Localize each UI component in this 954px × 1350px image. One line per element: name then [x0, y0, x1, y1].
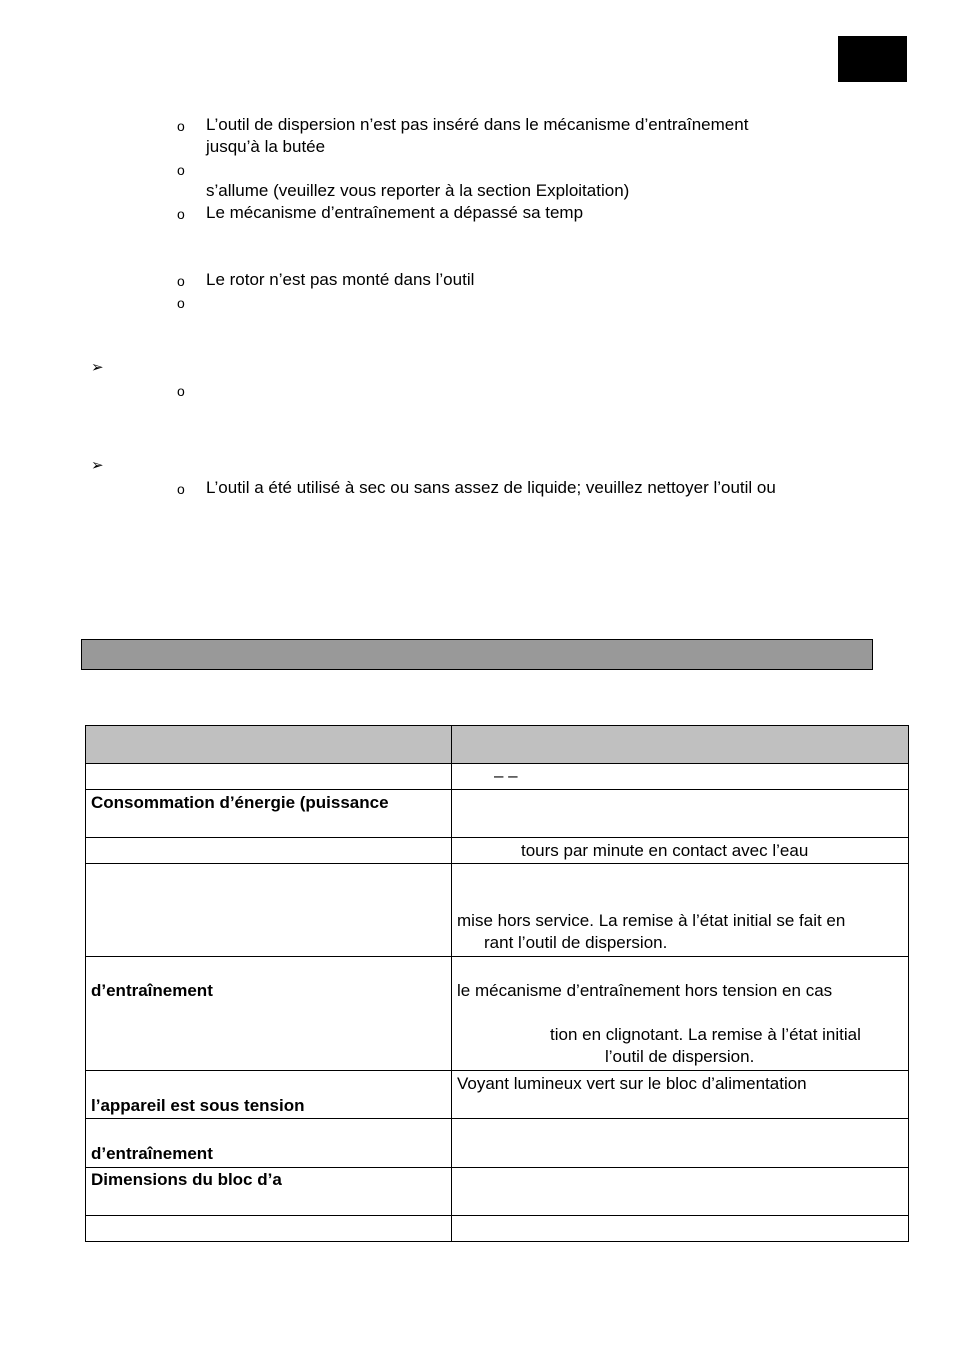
bullet-icon: o [177, 295, 185, 311]
table-cell-row8-label: Dimensions du bloc d’a [91, 1170, 282, 1189]
arrow-bullet-icon: ➢ [91, 457, 104, 474]
bullet-icon: o [177, 273, 185, 289]
table-cell-row2-label: Consommation d’énergie (puissance [91, 793, 389, 812]
issue-item-3: Le mécanisme d’entraînement a dépassé sa temp [206, 203, 584, 222]
table-row-divider [85, 837, 909, 838]
bullet-icon: o [177, 206, 185, 222]
table-row-divider [85, 1118, 909, 1119]
table-row-divider [85, 1070, 909, 1071]
table-column-divider [451, 725, 452, 1242]
table-cell-row6-label: l’appareil est sous tension [91, 1096, 305, 1115]
table-cell-row6-value: Voyant lumineux vert sur le bloc d’alimentation [457, 1074, 807, 1093]
table-header-cell-right [452, 726, 908, 763]
table-row-divider [85, 763, 909, 764]
table-row-divider [85, 789, 909, 790]
table-border [85, 725, 86, 1242]
table-header-cell-left [86, 726, 451, 763]
issue-item-2-line-2: s’allume (veuillez vous reporter à la section Exploitation) [206, 181, 630, 200]
issue-item-5: L’outil a été utilisé à sec ou sans assez de liquide; veuillez nettoyer l’outil ou [206, 478, 776, 497]
table-cell-row7-label: d’entraînement [91, 1144, 213, 1163]
issue-item-1-line-2: jusqu’à la butée [206, 137, 326, 156]
bullet-icon: o [177, 383, 185, 399]
corner-tab-marker [838, 36, 907, 82]
table-cell-row1-value: – – [494, 766, 518, 785]
table-border [85, 725, 909, 726]
table-cell-row5-value-line2: tion en clignotant. La remise à l’état initial [550, 1025, 861, 1044]
table-border [908, 725, 909, 1242]
table-row-divider [85, 863, 909, 864]
table-border [85, 1241, 909, 1242]
issue-item-4: Le rotor n’est pas monté dans l’outil [206, 270, 475, 289]
specifications-table [85, 725, 909, 1242]
table-row-divider [85, 956, 909, 957]
table-row-divider [85, 1167, 909, 1168]
issue-item-1-line-1: L’outil de dispersion n’est pas inséré dans le mécanisme d’entraînement [206, 115, 749, 134]
arrow-bullet-icon: ➢ [91, 359, 104, 376]
table-cell-row4-value-line2: rant l’outil de dispersion. [484, 933, 668, 952]
section-heading-bar [81, 639, 873, 670]
table-cell-row5-label: d’entraînement [91, 981, 213, 1000]
table-cell-row4-value-line1: mise hors service. La remise à l’état initial se fait en [457, 911, 846, 930]
table-cell-row5-value-line3: l’outil de dispersion. [605, 1047, 755, 1066]
table-row-divider [85, 1215, 909, 1216]
table-cell-row5-value-line1: le mécanisme d’entraînement hors tension en cas [457, 981, 833, 1000]
bullet-icon: o [177, 162, 185, 178]
bullet-icon: o [177, 118, 185, 134]
bullet-icon: o [177, 481, 185, 497]
table-cell-row3-value: tours par minute en contact avec l’eau [521, 841, 809, 860]
